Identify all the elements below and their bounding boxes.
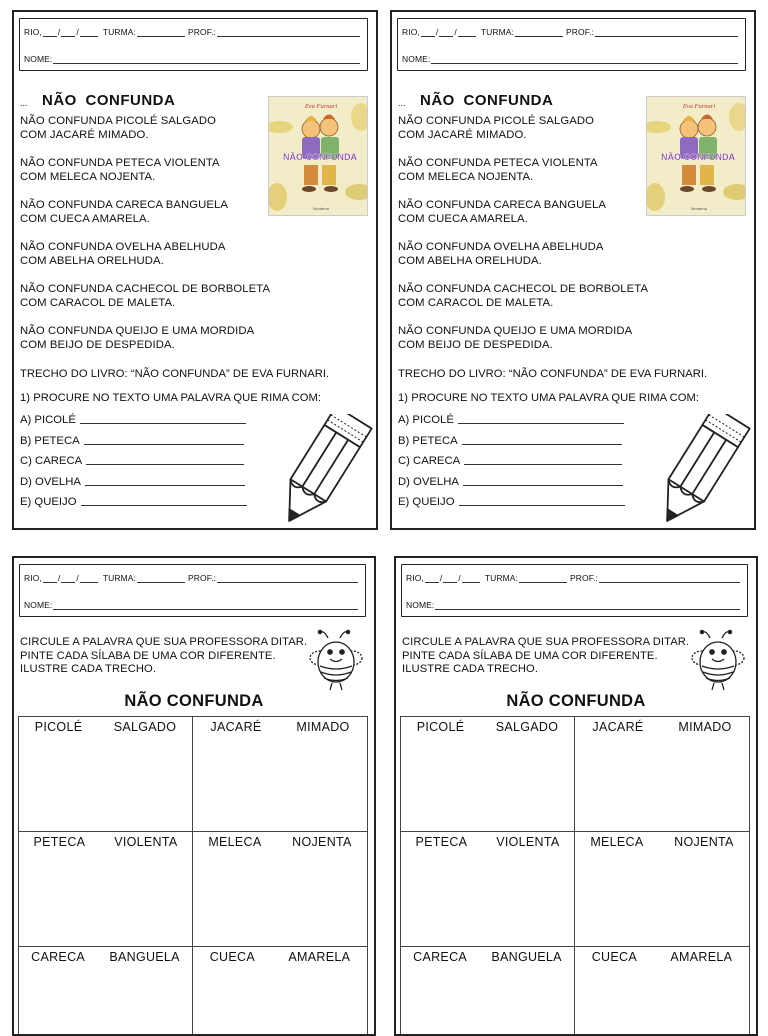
rio-label: RIO, <box>406 573 424 583</box>
book-title: NÃO CONFUNDA <box>661 152 735 162</box>
poem-line: COM JACARÉ MIMADO. <box>398 128 527 141</box>
month-field[interactable] <box>439 29 453 37</box>
word[interactable]: BANGUELA <box>109 950 180 964</box>
word-cell[interactable] <box>193 717 367 832</box>
answer-blank[interactable] <box>462 435 622 445</box>
header-row-name <box>402 52 739 64</box>
header-row-date: RIO, / / TURMA: PROF.: <box>24 25 361 37</box>
header-row-name <box>406 598 741 610</box>
bee-illustration <box>306 628 366 692</box>
word-cell[interactable] <box>401 947 575 1036</box>
word[interactable]: SALGADO <box>113 720 177 734</box>
year-field[interactable] <box>80 29 98 37</box>
month-field[interactable] <box>443 575 457 583</box>
poem-stanza <box>398 325 658 367</box>
header-row-name <box>24 598 359 610</box>
prof-field[interactable] <box>217 29 360 37</box>
poem-stanza <box>398 241 658 283</box>
day-field[interactable] <box>421 29 435 37</box>
rio-label: RIO, <box>24 573 42 583</box>
word-cell[interactable] <box>401 717 575 832</box>
book-title: NÃO CONFUNDA <box>283 152 357 162</box>
ellipsis-mark: ... <box>20 98 28 108</box>
answer-label: D) OVELHA <box>398 475 459 488</box>
poem-line: COM CARACOL DE MALETA. <box>398 296 554 309</box>
poem-line: NÃO CONFUNDA PICOLÉ SALGADO <box>398 115 595 127</box>
poem-line: COM CARACOL DE MALETA. <box>20 296 176 309</box>
turma-label: TURMA: <box>102 573 136 583</box>
word[interactable]: CARECA <box>31 950 86 964</box>
word-cell[interactable] <box>193 947 367 1036</box>
nome-label: NOME: <box>24 54 53 64</box>
prof-label: PROF.: <box>188 27 216 37</box>
answer-item <box>20 496 247 517</box>
student-info-box <box>397 18 746 71</box>
poem-line: COM ABELHA ORELHUDA. <box>20 254 164 267</box>
poem-stanza <box>398 115 658 157</box>
word[interactable]: AMARELA <box>288 950 351 964</box>
answer-item <box>398 435 625 456</box>
answer-blank[interactable] <box>84 435 244 445</box>
answer-item <box>20 455 247 476</box>
word-cell[interactable] <box>575 832 749 947</box>
poem-line: NÃO CONFUNDA OVELHA ABELHUDA <box>20 241 226 253</box>
poem-line: NÃO CONFUNDA PETECA VIOLENTA <box>20 157 220 169</box>
book-publisher: Moderna <box>313 206 329 211</box>
nome-field[interactable] <box>435 602 740 610</box>
answer-blank[interactable] <box>81 496 247 506</box>
turma-label: TURMA: <box>480 27 514 37</box>
poem-stanza <box>20 325 280 367</box>
answer-label: B) PETECA <box>398 434 458 447</box>
answer-blank[interactable] <box>458 414 624 424</box>
word[interactable]: JACARÉ <box>592 720 644 734</box>
poem-line: COM JACARÉ MIMADO. <box>20 128 149 141</box>
answer-blank[interactable] <box>464 455 622 465</box>
word[interactable]: CARECA <box>413 950 468 964</box>
nome-field[interactable] <box>53 56 360 64</box>
poem-worksheet-card <box>12 10 378 530</box>
answer-list <box>398 414 625 517</box>
answer-blank[interactable] <box>80 414 246 424</box>
header-row-date: RIO, / / TURMA: PROF.: <box>24 571 359 583</box>
answer-item <box>398 496 625 517</box>
book-publisher: Moderna <box>691 206 707 211</box>
poem-line: COM CUECA AMARELA. <box>20 212 150 225</box>
word[interactable]: CUECA <box>591 950 637 964</box>
word[interactable]: JACARÉ <box>210 720 262 734</box>
pencil-icon <box>644 414 754 526</box>
word[interactable]: CUECA <box>209 950 255 964</box>
poem-stanza <box>20 283 280 325</box>
answer-item <box>20 476 247 497</box>
answer-list <box>20 414 247 517</box>
rio-label: RIO, <box>402 27 420 37</box>
day-field[interactable] <box>425 575 439 583</box>
word[interactable]: PETECA <box>415 835 468 849</box>
answer-item <box>20 435 247 456</box>
word-cell[interactable] <box>575 717 749 832</box>
prof-label: PROF.: <box>188 573 216 583</box>
poem-worksheet-card <box>390 10 756 530</box>
answer-label: E) QUEIJO <box>20 496 77 508</box>
poem-line: COM MELECA NOJENTA. <box>398 170 534 183</box>
poem-line: NÃO CONFUNDA CARECA BANGUELA <box>398 199 607 211</box>
prof-label: PROF.: <box>566 27 594 37</box>
month-field[interactable] <box>61 29 75 37</box>
activity-title: NÃO CONFUNDA <box>506 692 646 710</box>
poem-line: COM MELECA NOJENTA. <box>20 170 156 183</box>
poem-stanza <box>398 199 658 241</box>
poem-line: NÃO CONFUNDA CARECA BANGUELA <box>20 199 229 211</box>
question-prompt: 1) PROCURE NO TEXTO UMA PALAVRA QUE RIMA COM: <box>398 392 700 404</box>
poem-line: COM BEIJO DE DESPEDIDA. <box>398 338 553 351</box>
word-cell[interactable] <box>575 947 749 1036</box>
bee-icon <box>688 628 748 692</box>
word[interactable]: VIOLENTA <box>114 835 178 849</box>
answer-label: C) CARECA <box>398 455 461 467</box>
word[interactable]: MIMADO <box>296 720 350 734</box>
nome-label: NOME: <box>402 54 431 64</box>
student-info-box <box>19 564 366 617</box>
answer-label: D) OVELHA <box>20 475 81 488</box>
word-cell[interactable] <box>401 832 575 947</box>
nome-field[interactable] <box>53 602 358 610</box>
bee-icon <box>306 628 366 692</box>
worksheet-title: NÃO CONFUNDA <box>42 92 176 109</box>
word[interactable]: BANGUELA <box>491 950 562 964</box>
poem-text <box>20 115 280 367</box>
poem-line: NÃO CONFUNDA QUEIJO E UMA MORDIDA <box>20 325 255 337</box>
prof-field[interactable] <box>217 575 358 583</box>
answer-blank[interactable] <box>459 496 625 506</box>
poem-line: COM BEIJO DE DESPEDIDA. <box>20 338 175 351</box>
poem-stanza <box>20 199 280 241</box>
word[interactable]: PICOLÉ <box>34 720 83 734</box>
rio-label: RIO, <box>24 27 42 37</box>
nome-label: NOME: <box>24 600 53 610</box>
word-cell[interactable] <box>19 717 193 832</box>
word[interactable]: NOJENTA <box>674 835 734 849</box>
poem-line: COM ABELHA ORELHUDA. <box>398 254 542 267</box>
poem-line: NÃO CONFUNDA QUEIJO E UMA MORDIDA <box>398 325 633 337</box>
poem-line: NÃO CONFUNDA OVELHA ABELHUDA <box>398 241 604 253</box>
pencil-icon <box>266 414 376 526</box>
instruction-text: CIRCULE A PALAVRA QUE SUA PROFESSORA DITAR. PINTE CADA SÍLABA DE UMA COR DIFERENTE. ILUSTRE CADA TRECHO. <box>20 636 308 676</box>
nome-label: NOME: <box>406 600 435 610</box>
word[interactable]: AMARELA <box>670 950 733 964</box>
activity-worksheet-card <box>394 556 758 1036</box>
pencil-illustration <box>266 414 376 526</box>
poem-line: NÃO CONFUNDA PETECA VIOLENTA <box>398 157 598 169</box>
instruction-text: CIRCULE A PALAVRA QUE SUA PROFESSORA DITAR. PINTE CADA SÍLABA DE UMA COR DIFERENTE. ILUSTRE CADA TRECHO. <box>402 636 690 676</box>
excerpt-source: TRECHO DO LIVRO: “NÃO CONFUNDA” DE EVA FURNARI. <box>20 368 330 380</box>
poem-stanza <box>398 157 658 199</box>
turma-label: TURMA: <box>102 27 136 37</box>
nome-field[interactable] <box>431 56 738 64</box>
student-info-box <box>19 18 368 71</box>
poem-line: NÃO CONFUNDA CACHECOL DE BORBOLETA <box>20 283 271 295</box>
header-row-date: RIO, / / TURMA: PROF.: <box>406 571 741 583</box>
book-cover <box>268 96 368 216</box>
book-author: Eva Furnari <box>304 103 338 110</box>
book-cover-illustration <box>269 97 368 216</box>
word-cell[interactable] <box>19 947 193 1036</box>
word[interactable]: SALGADO <box>495 720 559 734</box>
word[interactable]: NOJENTA <box>292 835 352 849</box>
answer-blank[interactable] <box>86 455 244 465</box>
book-cover <box>646 96 746 216</box>
word-cell[interactable] <box>193 832 367 947</box>
word-cell[interactable] <box>19 832 193 947</box>
student-info-box <box>401 564 748 617</box>
poem-text <box>398 115 658 367</box>
poem-line: NÃO CONFUNDA PICOLÉ SALGADO <box>20 115 217 127</box>
word[interactable]: MELECA <box>590 835 644 849</box>
prof-field[interactable] <box>595 29 738 37</box>
worksheet-title: NÃO CONFUNDA <box>420 92 554 109</box>
question-prompt: 1) PROCURE NO TEXTO UMA PALAVRA QUE RIMA COM: <box>20 392 322 404</box>
activity-title: NÃO CONFUNDA <box>124 692 264 710</box>
poem-stanza <box>398 283 658 325</box>
answer-item <box>398 476 625 497</box>
turma-field[interactable] <box>519 575 567 583</box>
answer-item <box>398 414 625 435</box>
answer-item <box>20 414 247 435</box>
turma-label: TURMA: <box>484 573 518 583</box>
answer-label: C) CARECA <box>20 455 83 467</box>
word[interactable]: MELECA <box>208 835 262 849</box>
day-field[interactable] <box>43 29 57 37</box>
activity-worksheet-card <box>12 556 376 1036</box>
word[interactable]: PETECA <box>33 835 86 849</box>
turma-field[interactable] <box>137 29 185 37</box>
answer-item <box>398 455 625 476</box>
header-row-date: RIO, / / TURMA: PROF.: <box>402 25 739 37</box>
poem-stanza <box>20 115 280 157</box>
book-cover-illustration <box>647 97 746 216</box>
prof-field[interactable] <box>599 575 740 583</box>
answer-label: B) PETECA <box>20 434 80 447</box>
month-field[interactable] <box>61 575 75 583</box>
bee-illustration <box>688 628 748 692</box>
book-author: Eva Furnari <box>682 103 716 110</box>
prof-label: PROF.: <box>570 573 598 583</box>
word-grid <box>400 716 750 1036</box>
excerpt-source: TRECHO DO LIVRO: “NÃO CONFUNDA” DE EVA FURNARI. <box>398 368 708 380</box>
answer-blank[interactable] <box>463 476 623 486</box>
word-grid <box>18 716 368 1036</box>
year-field[interactable] <box>80 575 98 583</box>
word[interactable]: PICOLÉ <box>416 720 465 734</box>
ellipsis-mark: ... <box>398 98 406 108</box>
poem-stanza <box>20 241 280 283</box>
turma-field[interactable] <box>515 29 563 37</box>
header-row-name <box>24 52 361 64</box>
word[interactable]: MIMADO <box>678 720 732 734</box>
poem-line: NÃO CONFUNDA CACHECOL DE BORBOLETA <box>398 283 649 295</box>
pencil-illustration <box>644 414 754 526</box>
poem-stanza <box>20 157 280 199</box>
year-field[interactable] <box>462 575 480 583</box>
answer-label: A) PICOLÉ <box>398 414 454 426</box>
answer-label: A) PICOLÉ <box>20 414 76 426</box>
turma-field[interactable] <box>137 575 185 583</box>
word[interactable]: VIOLENTA <box>496 835 560 849</box>
answer-label: E) QUEIJO <box>398 496 455 508</box>
answer-blank[interactable] <box>85 476 245 486</box>
year-field[interactable] <box>458 29 476 37</box>
poem-line: COM CUECA AMARELA. <box>398 212 528 225</box>
day-field[interactable] <box>43 575 57 583</box>
